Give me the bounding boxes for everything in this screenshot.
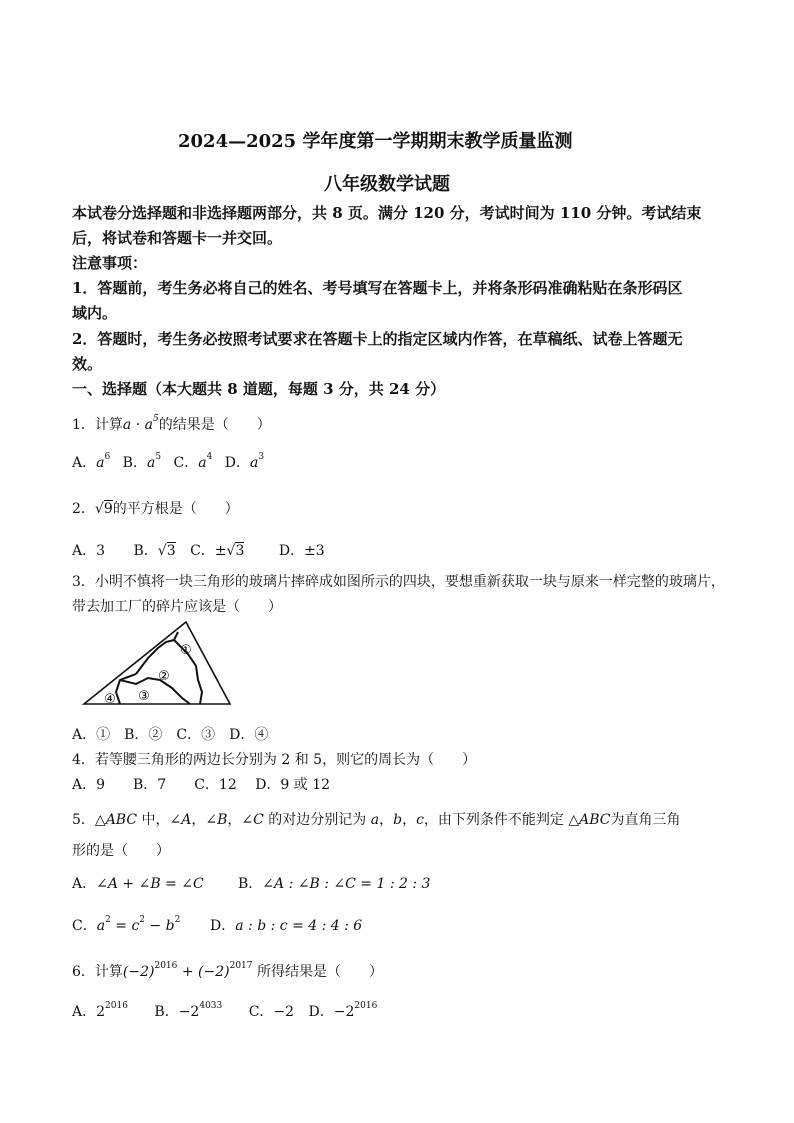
q5-option-a-label: A． — [72, 876, 97, 892]
q5-triangle-1: △ABC — [94, 812, 138, 828]
question-1 — [72, 414, 271, 434]
q5-sep-4: ， — [402, 812, 417, 828]
q5-angle-a: ∠A — [169, 812, 192, 828]
q6-option-a-label: A． — [72, 1004, 97, 1020]
q4-options[interactable]: A．9 B．7 C．12 D．9 或 12 — [72, 777, 331, 793]
q5-option-a-expr: ∠A + ∠B = ∠C — [96, 876, 204, 892]
q5-angle-b: ∠B — [205, 812, 228, 828]
q1-option-c[interactable] — [174, 452, 213, 472]
q2-option-c-pm: ± — [214, 543, 227, 559]
q1-expression: a · a — [122, 417, 153, 433]
q6-option-d-label: D． — [308, 1004, 334, 1020]
exam-subtitle: 八年级数学试题 — [324, 174, 450, 195]
q2-prefix: 2． — [72, 501, 95, 517]
intro-line-2: 后，将试卷和答题卡一并交回。 — [72, 229, 283, 247]
q5-triangle-2: △ABC — [568, 812, 611, 828]
piece-label-1: ① — [180, 643, 192, 658]
q1-exponent: 5 — [152, 414, 159, 425]
q5-angle-c: ∠C — [241, 812, 264, 828]
question-5 — [72, 809, 681, 829]
q2-option-b-radicand: 3 — [166, 543, 176, 559]
q5-option-c[interactable] — [72, 915, 180, 935]
q6-option-b-label: B． — [154, 1004, 179, 1020]
q6-plus: + — [177, 964, 199, 980]
q3-options[interactable]: A．① B．② C．③ D．④ — [72, 727, 269, 743]
q1-option-d[interactable] — [225, 452, 264, 472]
q5-sep-2: ， — [227, 812, 242, 828]
question-2 — [72, 498, 239, 518]
q5-option-c-exp-2: 2 — [139, 915, 146, 926]
q6-option-a[interactable] — [72, 1001, 128, 1021]
q5-option-d-expr: a : b : c = 4 : 4 : 6 — [235, 918, 363, 934]
q1-option-c-base: a — [198, 455, 207, 471]
note-1-line-1: 1．答题前，考生务必将自己的姓名、考号填写在答题卡上，并将条形码准确粘贴在条形码区 — [72, 279, 683, 297]
q2-option-d[interactable]: D．±3 — [278, 543, 325, 559]
q2-option-c[interactable]: C．±√3 — [190, 543, 245, 559]
q5-option-c-label: C． — [72, 918, 97, 934]
q1-option-d-label: D． — [224, 455, 251, 471]
q5-sep-1: ， — [191, 812, 206, 828]
q6-option-b-exp: 4033 — [199, 1001, 223, 1012]
q5-option-d[interactable] — [210, 915, 362, 935]
q5-option-d-label: D． — [210, 918, 236, 934]
q1-option-b[interactable] — [123, 452, 161, 472]
q5-option-b[interactable] — [238, 873, 430, 893]
q1-options — [72, 452, 278, 472]
q1-option-c-exp: 4 — [206, 452, 213, 463]
q1-suffix: 的结果是（ ） — [158, 417, 271, 433]
q6-option-a-exp: 2016 — [105, 1001, 128, 1012]
question-6 — [72, 961, 383, 981]
q5-mid-3: ，由下列条件不能判定 — [423, 812, 569, 828]
q1-prefix: 1．计算 — [72, 417, 123, 433]
q5-option-a[interactable] — [72, 873, 204, 893]
q6-option-d-base: −2 — [333, 1004, 355, 1020]
q5-sep-3: ， — [379, 812, 394, 828]
note-2-line-1: 2．答题时，考生务必按照考试要求在答题卡上的指定区域内作答，在草稿纸、试卷上答题无 — [72, 330, 683, 348]
note-1-line-2: 域内。 — [72, 304, 118, 322]
q1-option-a-exp: 6 — [104, 452, 111, 463]
q2-option-c-radicand: 3 — [235, 543, 245, 559]
q5-line-2: 形的是（ ） — [72, 843, 170, 859]
q6-option-c[interactable] — [249, 1001, 294, 1021]
q6-option-d-exp: 2016 — [354, 1001, 378, 1012]
q2-option-b-label: B． — [133, 543, 158, 559]
q6-option-c-label: C． — [248, 1004, 274, 1020]
crack-line-4 — [120, 678, 190, 704]
broken-glass-figure — [78, 618, 238, 710]
piece-label-2: ② — [158, 669, 170, 684]
q5-mid-2: 的对边分别记为 — [263, 812, 371, 828]
q5-side-b: b — [393, 812, 403, 828]
q2-options — [72, 540, 339, 560]
q6-option-d[interactable] — [309, 1001, 378, 1021]
crack-line-2 — [116, 674, 136, 704]
q1-option-a[interactable] — [72, 452, 110, 472]
q5-option-c-a: a — [96, 918, 106, 934]
q1-option-d-base: a — [250, 455, 259, 471]
q6-term-2: (−2) — [198, 964, 230, 980]
q5-prefix: 5． — [72, 812, 95, 828]
q6-exp-2: 2017 — [229, 961, 253, 972]
q5-side-c: c — [416, 812, 424, 828]
q6-option-b-base: −2 — [178, 1004, 200, 1020]
q1-option-b-exp: 5 — [155, 452, 162, 463]
q6-option-b[interactable] — [154, 1001, 222, 1021]
q6-exp-1: 2016 — [154, 961, 178, 972]
q1-option-a-label: A． — [72, 455, 97, 471]
q1-option-a-base: a — [96, 455, 105, 471]
crack-line-1 — [136, 632, 178, 674]
intro-line-1: 本试卷分选择题和非选择题两部分，共 8 页。满分 120 分，考试时间为 110 分钟。考试结束 — [72, 204, 702, 222]
q5-option-c-exp-1: 2 — [105, 915, 111, 926]
q6-option-a-base: 2 — [96, 1004, 106, 1020]
q2-option-c-label: C． — [190, 543, 215, 559]
q1-option-c-label: C． — [173, 455, 199, 471]
q2-option-b[interactable]: B．√3 — [133, 543, 176, 559]
q6-option-c-value: −2 — [273, 1004, 295, 1020]
piece-label-4: ④ — [104, 692, 116, 707]
q5-option-b-expr: ∠A : ∠B : ∠C = 1 : 2 : 3 — [262, 876, 431, 892]
q5-option-b-label: B． — [238, 876, 263, 892]
q5-option-c-c: = c — [110, 918, 140, 934]
q6-term-1: (−2) — [122, 964, 155, 980]
q2-option-a[interactable]: A．3 — [72, 543, 106, 559]
q2-radicand: 9 — [103, 501, 113, 517]
q3-line-1: 3．小明不慎将一块三角形的玻璃片摔碎成如图所示的四块，要想重新获取一块与原来一样完整的玻璃片， — [72, 574, 725, 590]
section-1-heading: 一、选择题（本大题共 8 道题，每题 3 分，共 24 分） — [72, 380, 446, 398]
q6-options — [72, 1001, 391, 1021]
q5-option-c-b: − b — [145, 918, 175, 934]
exam-title: 2024—2025 学年度第一学期期末教学质量监测 — [178, 131, 573, 152]
q1-option-b-label: B． — [122, 455, 147, 471]
note-2-line-2: 效。 — [72, 355, 103, 373]
q5-option-c-exp-3: 2 — [174, 915, 181, 926]
q5-mid-1: 中， — [137, 812, 170, 828]
q4-line-1: 4．若等腰三角形的两边长分别为 2 和 5，则它的周长为（ ） — [72, 752, 477, 768]
q2-suffix: 的平方根是（ ） — [112, 501, 239, 517]
q5-side-a: a — [370, 812, 380, 828]
notes-heading: 注意事项： — [72, 254, 148, 272]
q1-option-d-exp: 3 — [258, 452, 265, 463]
q6-prefix: 6．计算 — [72, 964, 123, 980]
q2-radical: √9 — [94, 501, 113, 517]
q3-line-2: 带去加工厂的碎片应该是（ ） — [72, 599, 282, 615]
q5-suffix: 为直角三角 — [610, 812, 681, 828]
piece-label-3: ③ — [138, 689, 150, 704]
q6-suffix: 所得结果是（ ） — [252, 964, 383, 980]
q1-option-b-base: a — [146, 455, 156, 471]
